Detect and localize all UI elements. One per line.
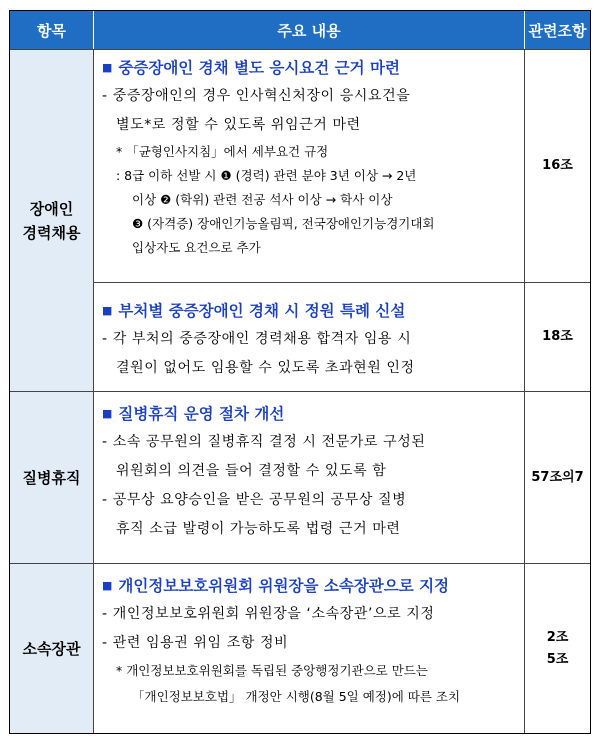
table-row — [94, 282, 590, 391]
bullet-text: 별도*로 정할 수 있도록 위임근거 마련 — [116, 117, 361, 133]
category-cell — [10, 564, 94, 733]
category-cell — [10, 392, 94, 563]
article-cell — [525, 50, 590, 282]
row-heading: ■ 질병휴직 운영 절차 개선 — [102, 405, 285, 423]
row-heading: ■ 부처별 중증장애인 경채 시 정원 특례 신설 — [102, 302, 406, 321]
article-ref: 57조의7 — [531, 469, 584, 485]
header-item: 항목 — [10, 11, 94, 49]
table-header — [10, 11, 590, 49]
category-label-line: 소속장관 — [22, 639, 81, 658]
note-text: 입상자도 요건으로 추가 — [132, 240, 261, 255]
article-cell — [525, 283, 590, 391]
square-bullet-icon: ■ — [102, 407, 113, 420]
bullet-text: - 공무상 요양승인을 받은 공무원의 공무상 질병 — [102, 492, 407, 508]
category-label-line: 장애인 — [29, 199, 74, 218]
amendment-table — [9, 10, 591, 734]
content-cell — [94, 392, 525, 563]
note-text: 「개인정보보호법」 개정안 시행(8월 5일 예정)에 따른 조치 — [132, 689, 461, 704]
article-cell — [525, 392, 590, 563]
note-text: 이상 ❷ (학위) 관련 전공 석사 이상 → 학사 이상 — [132, 192, 393, 207]
group-disabled-hiring — [10, 49, 590, 391]
note-text: : 8급 이하 선발 시 ❶ (경력) 관련 분야 3년 이상 → 2년 — [116, 168, 417, 183]
article-ref: 18조 — [542, 329, 573, 345]
article-ref: 5조 — [546, 651, 569, 667]
bullet-text: - 중증장애인의 경우 인사혁신처장이 응시요건을 — [102, 88, 411, 104]
group-sick-leave — [10, 391, 590, 563]
table-row — [94, 50, 590, 282]
bullet-text: - 개인정보보호위원회 위원장을 ‘소속장관’으로 지정 — [102, 606, 435, 622]
category-label-line: 질병휴직 — [22, 468, 81, 487]
bullet-text: 결원이 없어도 임용할 수 있도록 초과현원 인정 — [116, 360, 415, 377]
article-ref: 16조 — [542, 158, 573, 174]
row-heading: ■ 중증장애인 경채 별도 응시요건 근거 마련 — [102, 59, 400, 77]
content-cell — [94, 50, 525, 282]
square-bullet-icon: ■ — [102, 579, 113, 592]
bullet-text: 휴직 소급 발령이 가능하도록 법령 근거 마련 — [116, 521, 401, 537]
note-text: * 「균형인사지침」에서 세부요건 규정 — [116, 144, 329, 159]
header-content: 주요 내용 — [94, 11, 525, 49]
square-bullet-icon: ■ — [102, 61, 113, 74]
content-cell — [94, 283, 525, 391]
bullet-text: - 관련 임용권 위임 조항 정비 — [102, 635, 289, 651]
header-article: 관련조항 — [528, 21, 587, 40]
bullet-text: - 각 부처의 중증장애인 경력채용 합격자 임용 시 — [102, 331, 412, 348]
content-cell — [94, 564, 525, 733]
note-text: * 개인정보보호위원회를 독립된 중앙행정기관으로 만드는 — [116, 663, 428, 678]
note-text: ❸ (자격증) 장애인기능올림픽, 전국장애인기능경기대회 — [132, 216, 435, 231]
bullet-text: 위원회의 의견을 들어 결정할 수 있도록 함 — [116, 463, 387, 479]
bullet-text: - 소속 공무원의 질병휴직 결정 시 전문가로 구성된 — [102, 434, 426, 450]
category-label-line: 경력채용 — [22, 223, 81, 242]
group-minister — [10, 563, 590, 733]
article-ref: 2조 — [546, 629, 569, 645]
table-row — [94, 392, 590, 563]
article-cell — [525, 564, 590, 733]
row-heading: ■ 개인정보보호위원회 위원장을 소속장관으로 지정 — [102, 577, 450, 595]
table-row — [94, 564, 590, 733]
category-cell — [10, 50, 94, 391]
square-bullet-icon: ■ — [102, 304, 113, 318]
